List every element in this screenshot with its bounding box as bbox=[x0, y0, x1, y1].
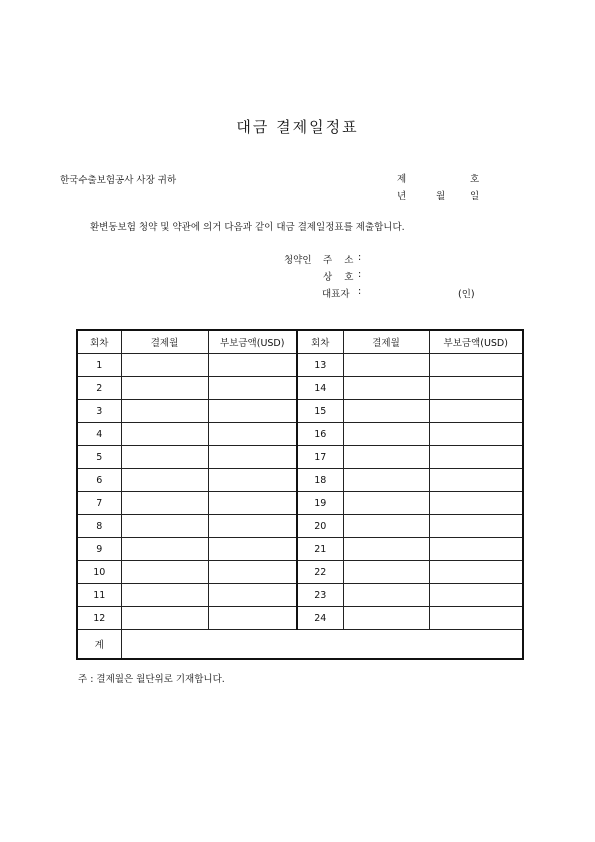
insured-amount-cell[interactable] bbox=[429, 377, 523, 400]
payment-month-cell[interactable] bbox=[343, 377, 429, 400]
installment-number-cell: 3 bbox=[77, 400, 121, 423]
table-row bbox=[77, 446, 523, 469]
payment-month-cell[interactable] bbox=[121, 561, 208, 584]
payment-month-cell[interactable] bbox=[343, 446, 429, 469]
table-row bbox=[77, 538, 523, 561]
total-label: 계 bbox=[77, 630, 121, 660]
header-payment-month-left: 결제월 bbox=[121, 330, 208, 354]
trade-name-label: 상 호 bbox=[323, 272, 354, 283]
address-colon: : bbox=[358, 252, 362, 263]
insured-amount-cell[interactable] bbox=[208, 584, 297, 607]
payment-month-cell[interactable] bbox=[343, 538, 429, 561]
installment-number-cell: 15 bbox=[297, 400, 343, 423]
installment-number-cell: 24 bbox=[297, 607, 343, 630]
document-title: 대금 결제일정표 bbox=[236, 118, 359, 136]
payment-schedule-table bbox=[76, 329, 524, 660]
applicant-prefix: 청약인 bbox=[284, 255, 312, 266]
table-row bbox=[77, 469, 523, 492]
doc-number-label-a: 제 bbox=[397, 174, 407, 185]
doc-number-label-b: 호 bbox=[470, 174, 480, 185]
recipient-line: 한국수출보험공사 사장 귀하 bbox=[60, 175, 177, 186]
insured-amount-cell[interactable] bbox=[429, 515, 523, 538]
header-installment-right: 회차 bbox=[297, 330, 343, 354]
insured-amount-cell[interactable] bbox=[208, 607, 297, 630]
header-payment-month-right: 결제월 bbox=[343, 330, 429, 354]
insured-amount-cell[interactable] bbox=[208, 538, 297, 561]
representative-colon: : bbox=[358, 286, 362, 297]
header-installment-left: 회차 bbox=[77, 330, 121, 354]
table-row bbox=[77, 400, 523, 423]
date-month-label: 월 bbox=[436, 191, 446, 202]
installment-number-cell: 20 bbox=[297, 515, 343, 538]
header-insured-amount-left: 부보금액(USD) bbox=[208, 330, 297, 354]
payment-month-cell[interactable] bbox=[121, 607, 208, 630]
header-insured-amount-right: 부보금액(USD) bbox=[429, 330, 523, 354]
table-row bbox=[77, 377, 523, 400]
installment-number-cell: 18 bbox=[297, 469, 343, 492]
total-row bbox=[77, 630, 523, 660]
payment-month-cell[interactable] bbox=[343, 607, 429, 630]
payment-month-cell[interactable] bbox=[343, 584, 429, 607]
installment-number-cell: 7 bbox=[77, 492, 121, 515]
table-row bbox=[77, 515, 523, 538]
insured-amount-cell[interactable] bbox=[208, 400, 297, 423]
payment-month-cell[interactable] bbox=[343, 469, 429, 492]
installment-number-cell: 14 bbox=[297, 377, 343, 400]
table-row bbox=[77, 354, 523, 377]
installment-number-cell: 2 bbox=[77, 377, 121, 400]
payment-month-cell[interactable] bbox=[343, 354, 429, 377]
insured-amount-cell[interactable] bbox=[429, 492, 523, 515]
installment-number-cell: 5 bbox=[77, 446, 121, 469]
installment-number-cell: 19 bbox=[297, 492, 343, 515]
insured-amount-cell[interactable] bbox=[208, 354, 297, 377]
insured-amount-cell[interactable] bbox=[208, 561, 297, 584]
installment-number-cell: 10 bbox=[77, 561, 121, 584]
insured-amount-cell[interactable] bbox=[429, 538, 523, 561]
table-row bbox=[77, 584, 523, 607]
installment-number-cell: 16 bbox=[297, 423, 343, 446]
payment-month-cell[interactable] bbox=[343, 400, 429, 423]
installment-number-cell: 23 bbox=[297, 584, 343, 607]
payment-month-cell[interactable] bbox=[121, 400, 208, 423]
payment-month-cell[interactable] bbox=[343, 423, 429, 446]
payment-month-cell[interactable] bbox=[121, 354, 208, 377]
installment-number-cell: 17 bbox=[297, 446, 343, 469]
installment-number-cell: 8 bbox=[77, 515, 121, 538]
installment-number-cell: 11 bbox=[77, 584, 121, 607]
payment-month-cell[interactable] bbox=[121, 469, 208, 492]
insured-amount-cell[interactable] bbox=[429, 584, 523, 607]
total-value-cell[interactable] bbox=[121, 630, 523, 660]
insured-amount-cell[interactable] bbox=[208, 492, 297, 515]
installment-number-cell: 21 bbox=[297, 538, 343, 561]
insured-amount-cell[interactable] bbox=[208, 469, 297, 492]
date-year-label: 년 bbox=[397, 191, 407, 202]
payment-month-cell[interactable] bbox=[121, 492, 208, 515]
seal-mark: (인) bbox=[458, 289, 475, 300]
installment-number-cell: 6 bbox=[77, 469, 121, 492]
payment-month-cell[interactable] bbox=[121, 515, 208, 538]
trade-name-colon: : bbox=[358, 269, 362, 280]
footnote: 주 : 결제월은 월단위로 기재합니다. bbox=[78, 674, 225, 685]
installment-number-cell: 1 bbox=[77, 354, 121, 377]
insured-amount-cell[interactable] bbox=[429, 469, 523, 492]
insured-amount-cell[interactable] bbox=[208, 377, 297, 400]
installment-number-cell: 9 bbox=[77, 538, 121, 561]
address-label: 주 소 bbox=[323, 255, 354, 266]
table-row bbox=[77, 607, 523, 630]
payment-month-cell[interactable] bbox=[121, 446, 208, 469]
body-text: 환변동보험 청약 및 약관에 의거 다음과 같이 대금 결제일정표를 제출합니다. bbox=[90, 222, 405, 233]
installment-number-cell: 13 bbox=[297, 354, 343, 377]
installment-number-cell: 12 bbox=[77, 607, 121, 630]
payment-month-cell[interactable] bbox=[121, 538, 208, 561]
table-row bbox=[77, 561, 523, 584]
insured-amount-cell[interactable] bbox=[208, 515, 297, 538]
installment-number-cell: 22 bbox=[297, 561, 343, 584]
payment-month-cell[interactable] bbox=[121, 584, 208, 607]
table-row bbox=[77, 423, 523, 446]
insured-amount-cell[interactable] bbox=[429, 446, 523, 469]
insured-amount-cell[interactable] bbox=[429, 400, 523, 423]
insured-amount-cell[interactable] bbox=[208, 423, 297, 446]
payment-month-cell[interactable] bbox=[343, 561, 429, 584]
payment-month-cell[interactable] bbox=[343, 492, 429, 515]
table-row bbox=[77, 492, 523, 515]
insured-amount-cell[interactable] bbox=[208, 446, 297, 469]
insured-amount-cell[interactable] bbox=[429, 561, 523, 584]
installment-number-cell: 4 bbox=[77, 423, 121, 446]
date-day-label: 일 bbox=[470, 191, 480, 202]
insured-amount-cell[interactable] bbox=[429, 607, 523, 630]
insured-amount-cell[interactable] bbox=[429, 423, 523, 446]
insured-amount-cell[interactable] bbox=[429, 354, 523, 377]
payment-month-cell[interactable] bbox=[343, 515, 429, 538]
payment-month-cell[interactable] bbox=[121, 377, 208, 400]
table-header-row bbox=[77, 330, 523, 354]
payment-month-cell[interactable] bbox=[121, 423, 208, 446]
representative-label: 대표자 bbox=[322, 289, 350, 300]
